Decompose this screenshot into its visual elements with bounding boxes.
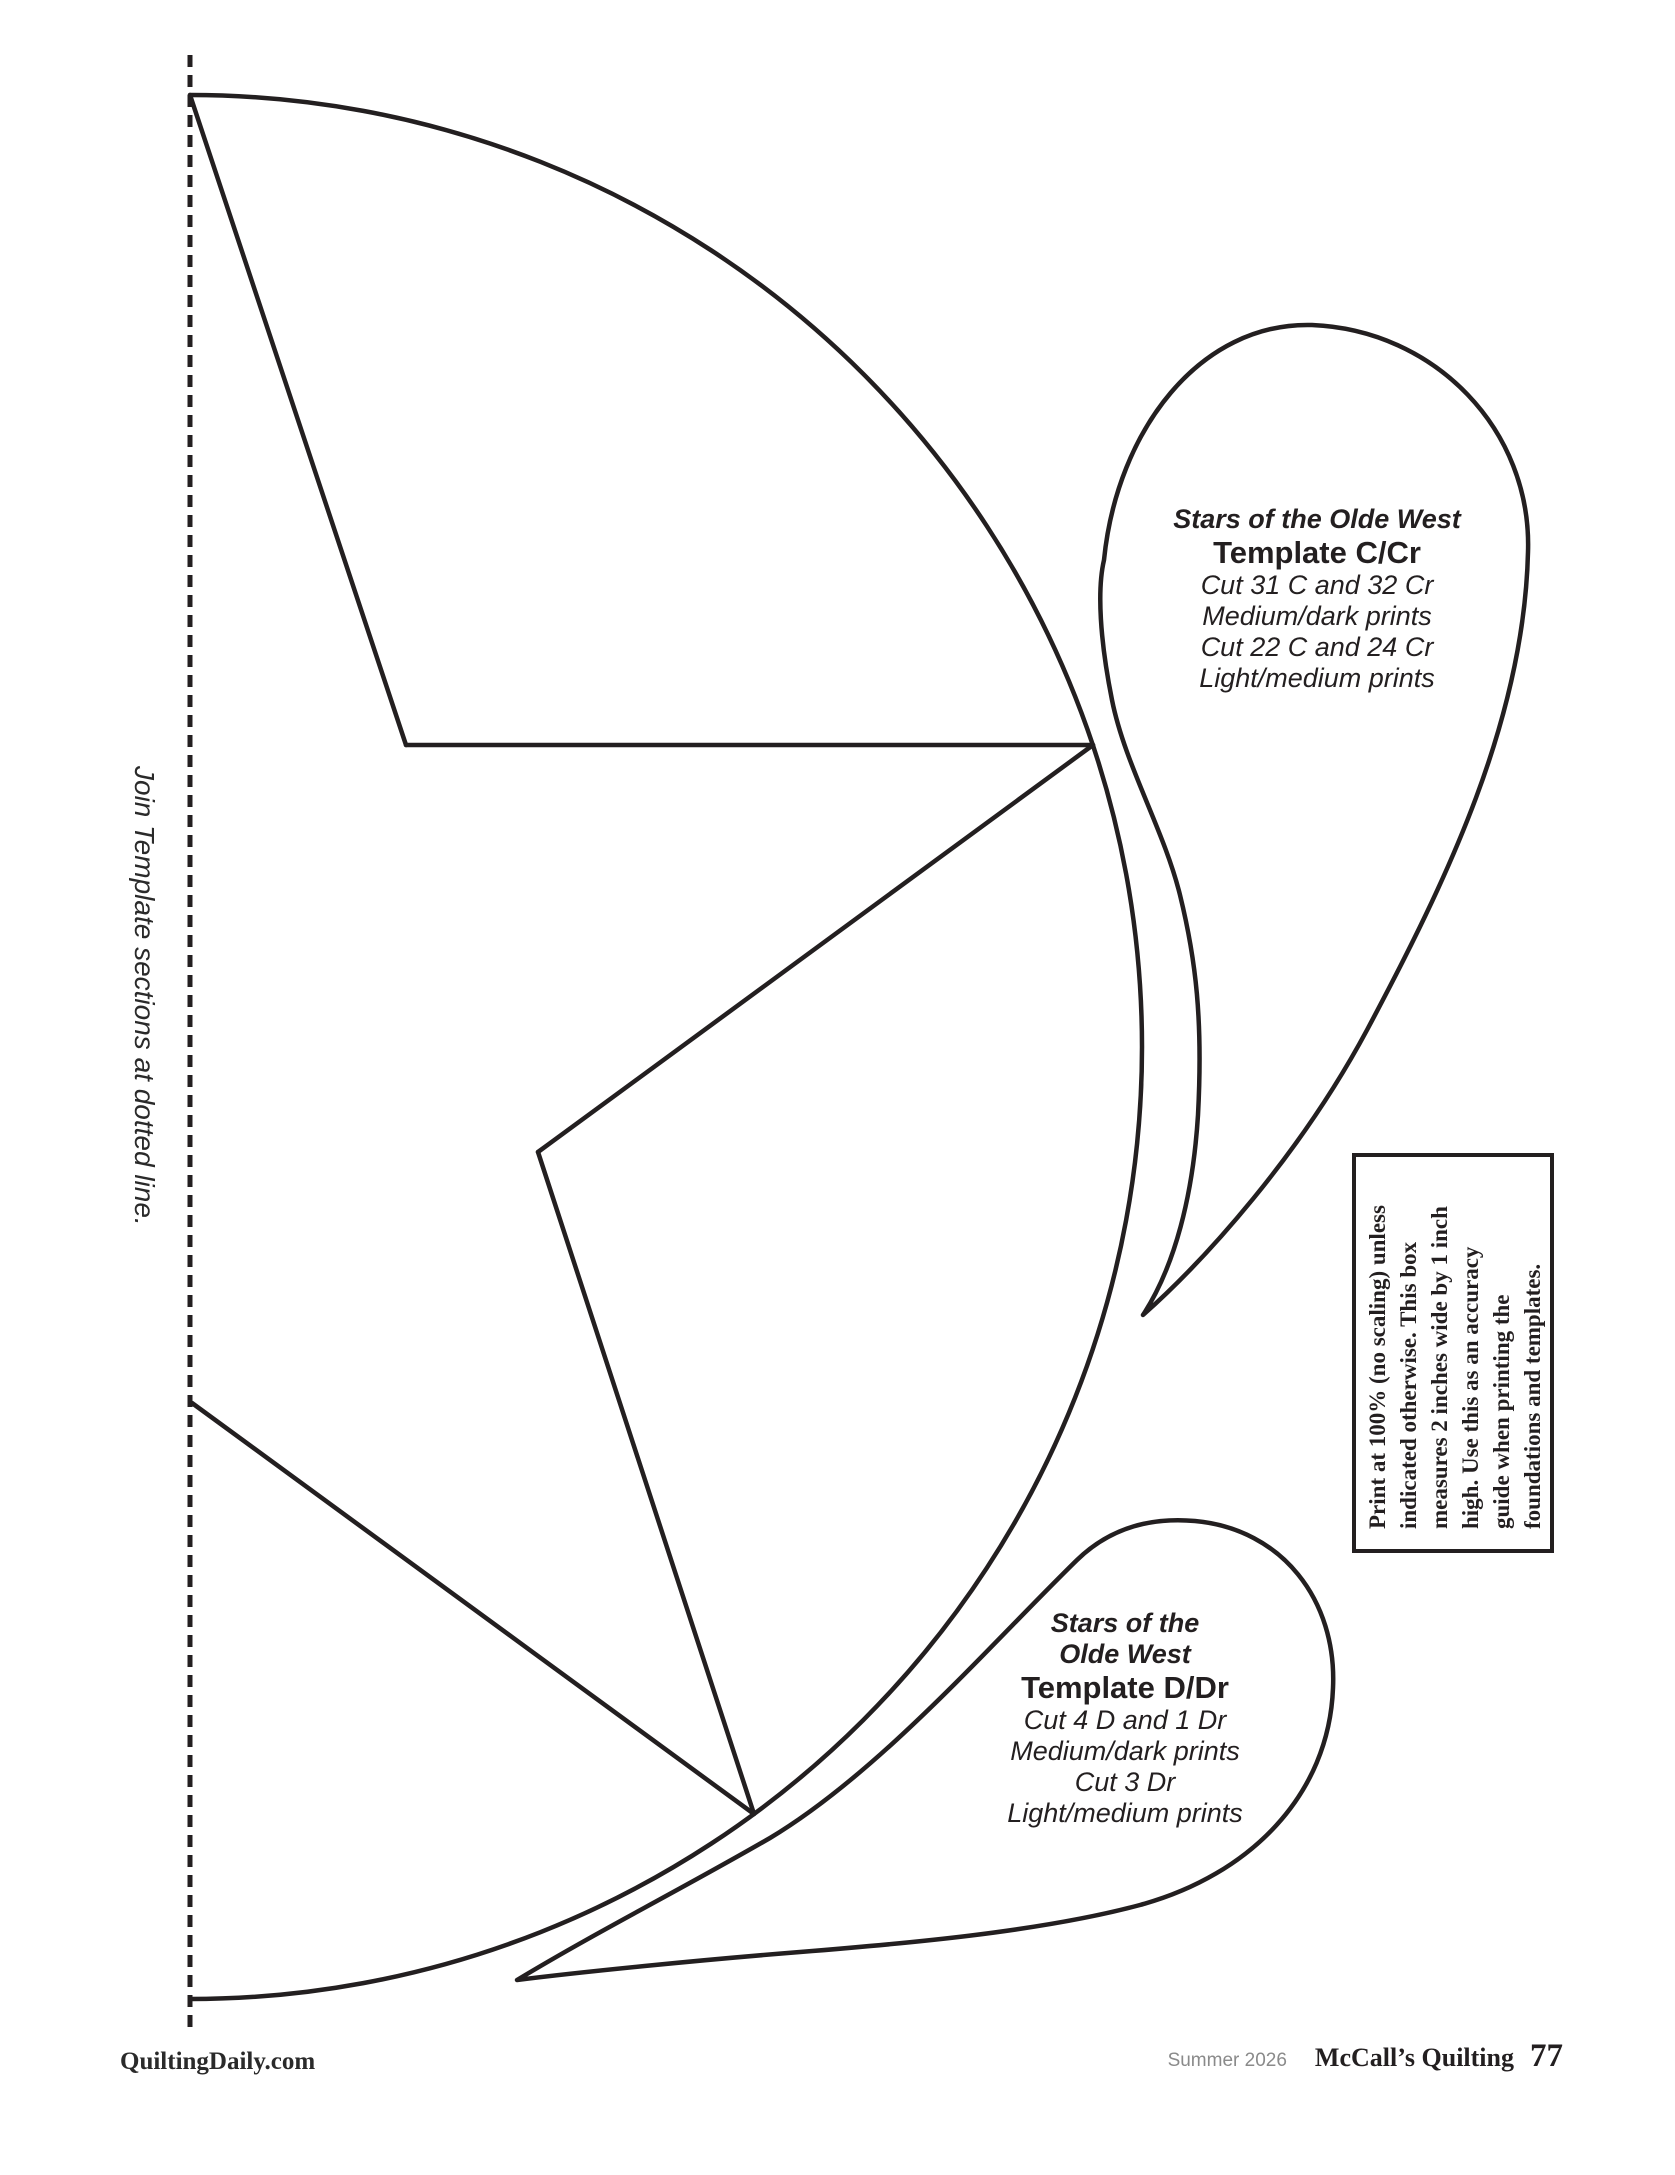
template-d-name: Template D/Dr xyxy=(1021,1670,1229,1705)
template-d-title-line2: Olde West xyxy=(1059,1639,1191,1669)
template-d-title-line1: Stars of the xyxy=(1050,1608,1200,1638)
template-c-label xyxy=(1117,504,1517,694)
star-edge-mid-upper xyxy=(538,745,1093,1152)
template-d-label xyxy=(925,1608,1325,1829)
accuracy-line: guide when printing the xyxy=(1489,1294,1514,1529)
footer-site-name: QuiltingDaily.com xyxy=(120,2048,316,2075)
template-c-cut-line: Cut 22 C and 24 Cr xyxy=(1200,632,1434,662)
footer-issue-info xyxy=(1168,2038,1563,2075)
accuracy-line: measures 2 inches wide by 1 inch xyxy=(1427,1206,1452,1529)
star-edge-mid-lower xyxy=(538,1152,754,1814)
template-c-cut-line: Medium/dark prints xyxy=(1202,601,1432,631)
accuracy-line: indicated otherwise. This box xyxy=(1396,1241,1421,1529)
template-c-name: Template C/Cr xyxy=(1213,535,1421,570)
footer-page-number: 77 xyxy=(1530,2038,1563,2074)
star-edge-bottom xyxy=(192,1403,754,1814)
accuracy-line: high. Use this as an accuracy xyxy=(1458,1246,1483,1529)
template-d-cut-line: Light/medium prints xyxy=(1007,1798,1243,1828)
template-d-cut-line: Medium/dark prints xyxy=(1010,1736,1240,1766)
template-c-cut-line: Light/medium prints xyxy=(1199,663,1435,693)
footer-magazine-title: McCall’s Quilting xyxy=(1314,2043,1514,2072)
print-accuracy-text xyxy=(1356,1157,1550,1549)
footer-season: Summer 2026 xyxy=(1167,2050,1287,2071)
accuracy-line: foundations and templates. xyxy=(1520,1263,1545,1529)
template-c-title: Stars of the Olde West xyxy=(1173,504,1461,534)
join-line-caption: Join Template sections at dotted line. xyxy=(129,766,160,1226)
star-edge-top xyxy=(190,95,406,745)
template-c-cut-line: Cut 31 C and 32 Cr xyxy=(1200,570,1434,600)
template-d-cut-line: Cut 3 Dr xyxy=(1074,1767,1176,1797)
accuracy-line: Print at 100% (no scaling) unless xyxy=(1365,1205,1390,1529)
template-d-cut-line: Cut 4 D and 1 Dr xyxy=(1023,1705,1227,1735)
print-accuracy-box xyxy=(1352,1153,1554,1553)
